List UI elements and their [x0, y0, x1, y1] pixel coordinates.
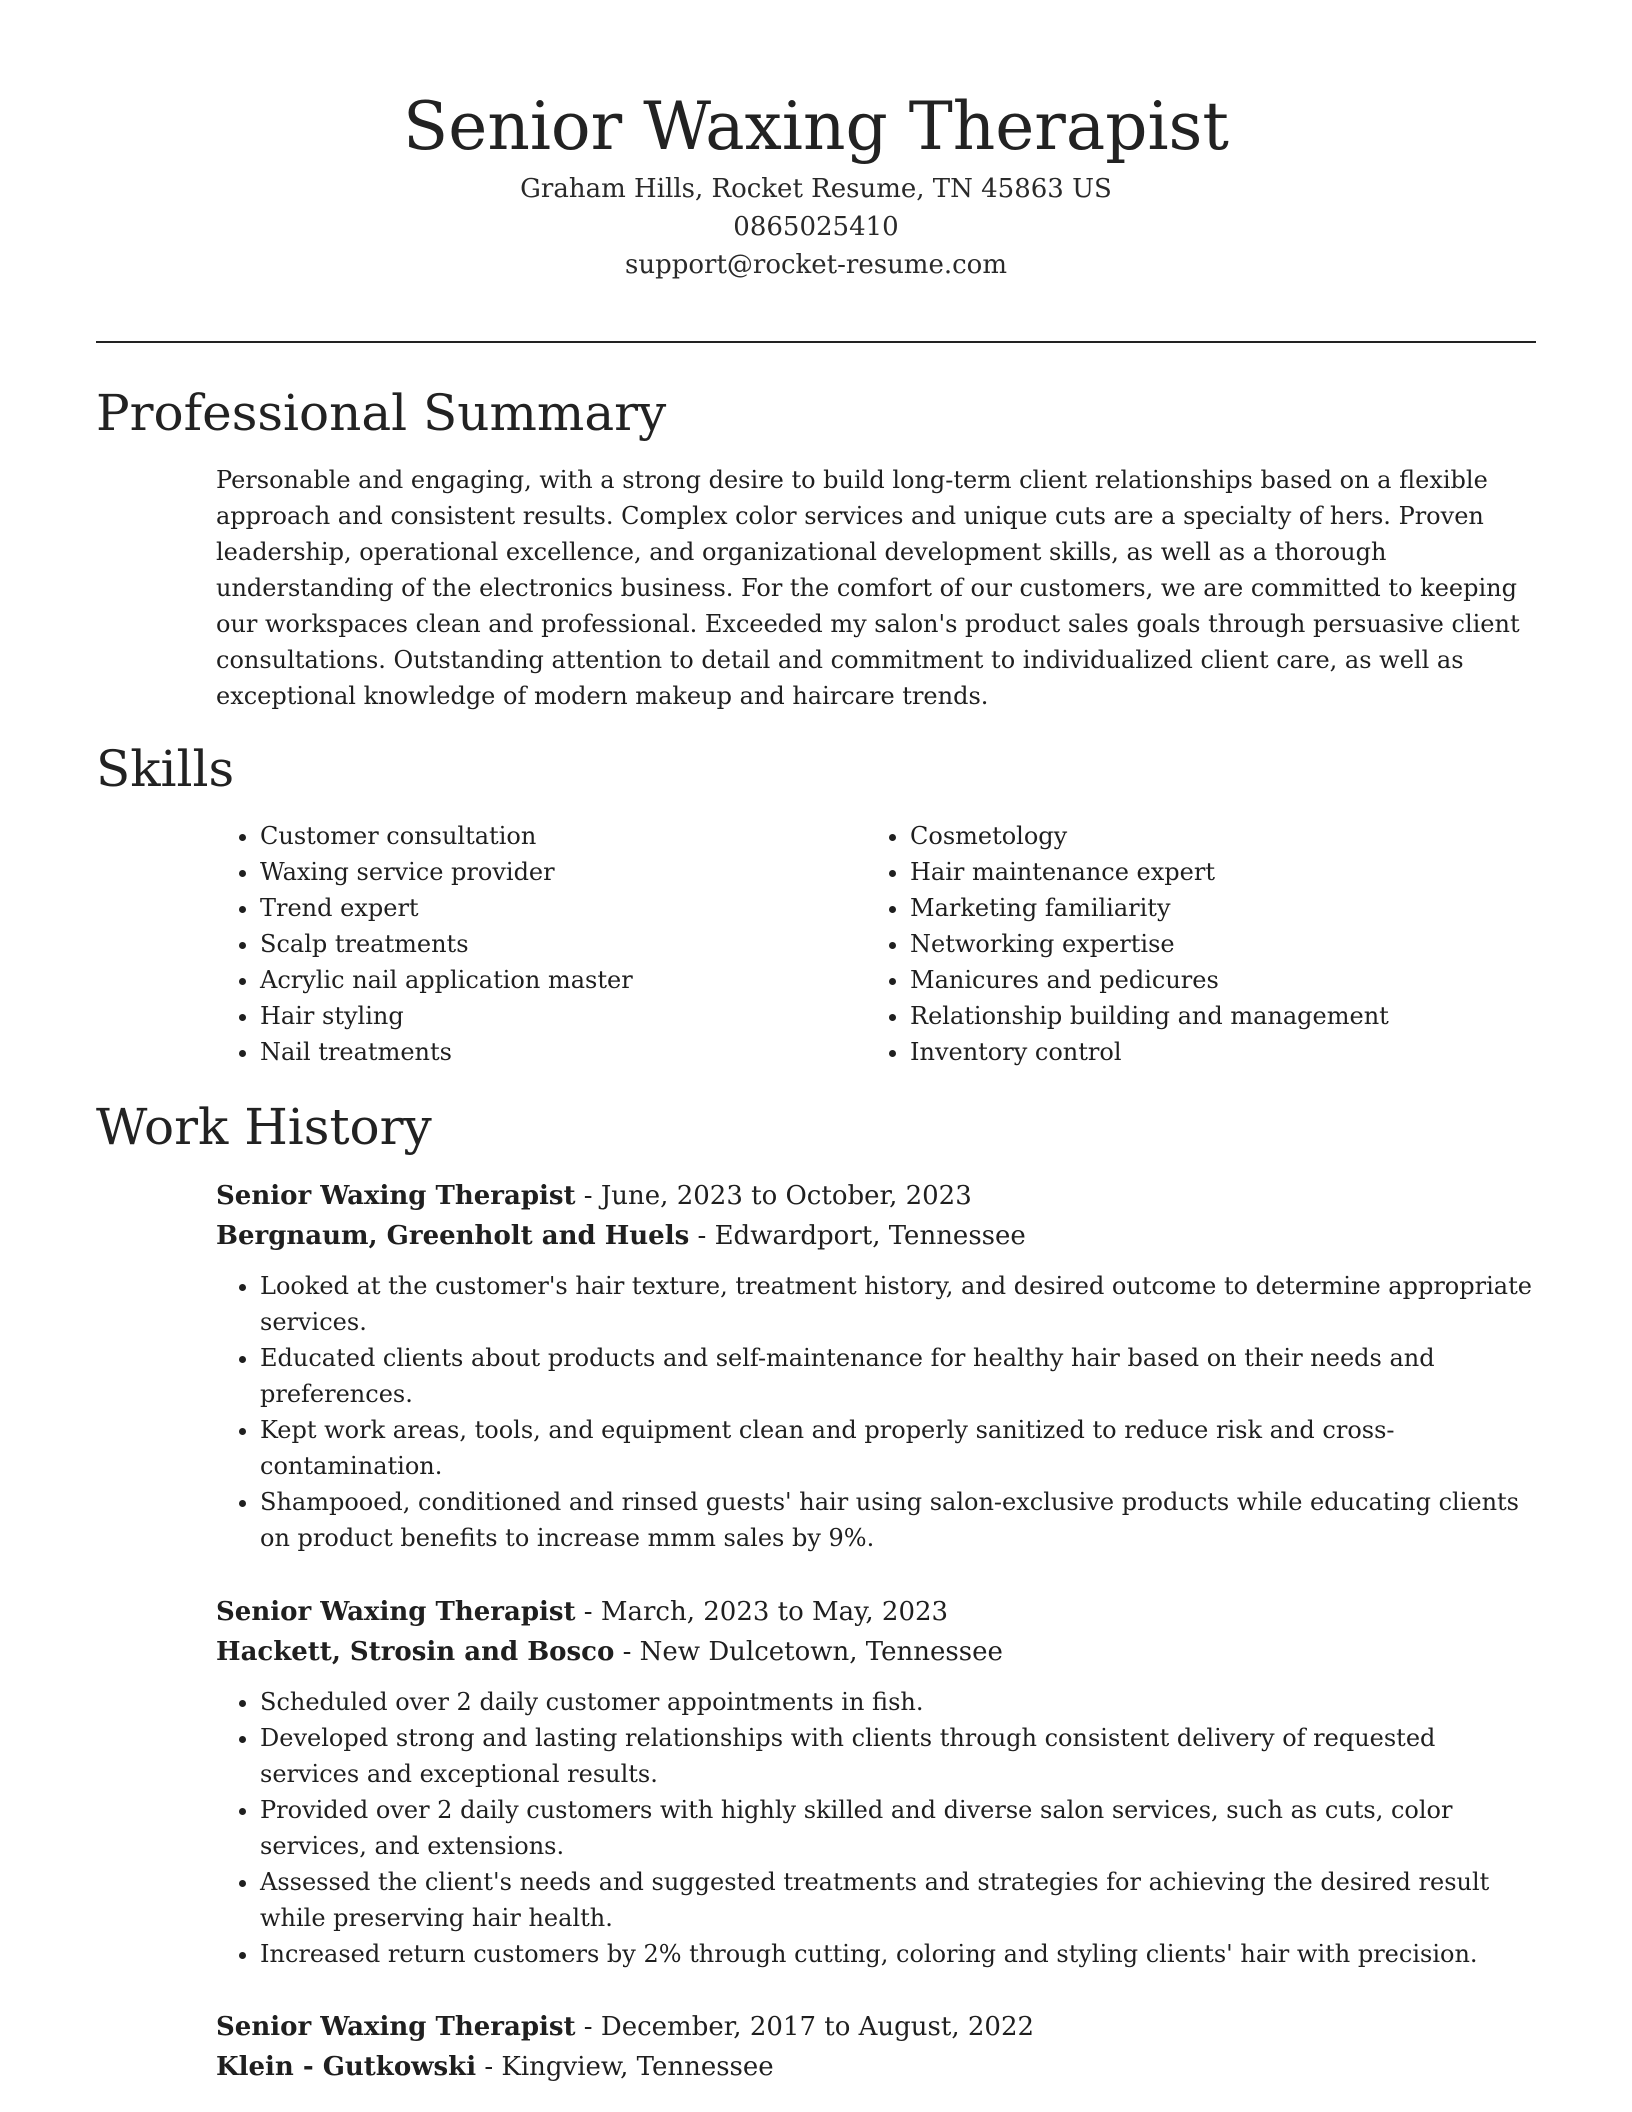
job-bullets: [216, 1268, 1536, 1556]
job-bullet: • Shampooed, conditioned and rinsed guests' hair using salon-exclusive products while educating clients on product benefits to increase mmm sales by 9%.: [260, 1484, 1536, 1556]
skill-item: • Hair styling: [260, 998, 866, 1034]
skill-item: • Waxing service provider: [260, 854, 866, 890]
summary-text: Personable and engaging, with a strong desire to build long-term client relationships based on a flexible approach and consistent results. Complex color services and unique cuts are a specialty of hers. Proven leadership, operational excellence, and organizational development skills, as well as a thorough understanding of the electronics business. For the comfort of our customers, we are committed to keeping our workspaces clean and professional. Exceeded my salon's product sales goals through persuasive client consultations. Outstanding attention to detail and commitment to individualized client care, as well as exceptional knowledge of modern makeup and haircare trends.: [216, 466, 1520, 710]
job-bullet: • Provided over 2 daily customers with highly skilled and diverse salon services, such as cuts, color services, and extensions.: [260, 1792, 1536, 1864]
job-role-line: Senior Waxing Therapist - December, 2017 to August, 2022: [216, 2012, 1035, 2042]
skill-item: • Scalp treatments: [260, 926, 866, 962]
job-dates: December, 2017 to August, 2022: [600, 2012, 1035, 2042]
job-entry: [216, 1176, 1536, 1556]
job-entry: [216, 1592, 1536, 1972]
job-company: Klein - Gutkowski: [216, 2052, 477, 2082]
skill-item: • Relationship building and management: [910, 998, 1516, 1034]
skill-item: • Hair maintenance expert: [910, 854, 1516, 890]
job-company-line: Klein - Gutkowski - Kingview, Tennessee: [216, 2052, 774, 2082]
job-bullet: • Assessed the client's needs and suggested treatments and strategies for achieving the desired result while preserving hair health.: [260, 1864, 1536, 1936]
job-role: Senior Waxing Therapist: [216, 1597, 576, 1627]
skills-column-left: [216, 818, 866, 1070]
job-role-line: Senior Waxing Therapist - March, 2023 to May, 2023: [216, 1597, 949, 1627]
job-bullet: • Kept work areas, tools, and equipment clean and properly sanitized to reduce risk and cross-contamination.: [260, 1412, 1536, 1484]
skill-item: • Customer consultation: [260, 818, 866, 854]
skill-item: • Marketing familiarity: [910, 890, 1516, 926]
job-bullet: • Developed strong and lasting relationships with clients through consistent delivery of requested services and exceptional results.: [260, 1720, 1536, 1792]
skills-column-right: [866, 818, 1516, 1070]
job-bullets: [216, 1684, 1536, 1972]
job-location: New Dulcetown, Tennessee: [639, 1637, 1003, 1667]
skills-heading: Skills: [96, 740, 235, 798]
contact-address: Graham Hills, Rocket Resume, TN 45863 US: [520, 174, 1112, 204]
skill-item: • Acrylic nail application master: [260, 962, 866, 998]
skill-item: • Nail treatments: [260, 1034, 866, 1070]
job-bullet: • Increased return customers by 2% through cutting, coloring and styling clients' hair with precision.: [260, 1936, 1536, 1972]
skill-item: • Manicures and pedicures: [910, 962, 1516, 998]
resume-header: [0, 0, 1632, 284]
contact-email: support@rocket-resume.com: [624, 250, 1007, 280]
job-location: Edwardport, Tennessee: [714, 1221, 1026, 1251]
work-history-heading: Work History: [96, 1098, 432, 1156]
job-dates: June, 2023 to October, 2023: [600, 1181, 972, 1211]
job-role: Senior Waxing Therapist: [216, 2012, 576, 2042]
skill-item: • Inventory control: [910, 1034, 1516, 1070]
candidate-name: Senior Waxing Therapist: [403, 88, 1229, 165]
job-location: Kingview, Tennessee: [501, 2052, 774, 2082]
job-company: Bergnaum, Greenholt and Huels: [216, 1221, 690, 1251]
job-company-line: Bergnaum, Greenholt and Huels - Edwardport, Tennessee: [216, 1221, 1026, 1251]
job-company-line: Hackett, Strosin and Bosco - New Dulcetown, Tennessee: [216, 1637, 1003, 1667]
job-bullet: • Educated clients about products and self-maintenance for healthy hair based on their needs and preferences.: [260, 1340, 1536, 1412]
skill-item: • Trend expert: [260, 890, 866, 926]
summary-heading: Professional Summary: [96, 384, 667, 442]
skills-list: [216, 818, 1536, 1070]
job-bullet: • Scheduled over 2 daily customer appointments in fish.: [260, 1684, 1536, 1720]
header-divider: [96, 341, 1536, 343]
contact-phone: 0865025410: [733, 212, 899, 242]
job-role-line: Senior Waxing Therapist - June, 2023 to October, 2023: [216, 1181, 972, 1211]
job-role: Senior Waxing Therapist: [216, 1181, 576, 1211]
job-dates: March, 2023 to May, 2023: [600, 1597, 949, 1627]
job-bullet: • Looked at the customer's hair texture, treatment history, and desired outcome to determine appropriate services.: [260, 1268, 1536, 1340]
skill-item: • Cosmetology: [910, 818, 1516, 854]
job-company: Hackett, Strosin and Bosco: [216, 1637, 615, 1667]
job-entry: [216, 2007, 1536, 2087]
skill-item: • Networking expertise: [910, 926, 1516, 962]
